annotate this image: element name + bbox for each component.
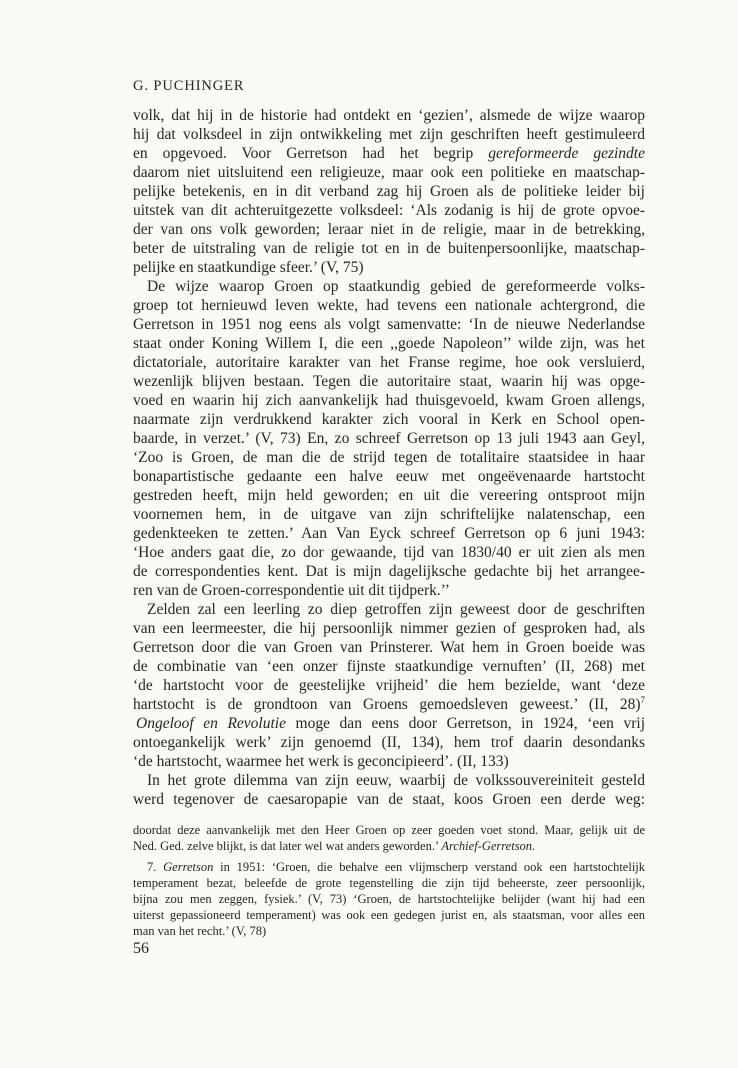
text-line: de combinatie van ‘een onzer fijnste staatkundige vernuften’ (II, 268) met xyxy=(133,658,645,675)
text-line: ‘de hartstocht, waarmee het werk is geconcipieerd’. (II, 133) xyxy=(133,753,509,770)
text-line: gedenkteeken te zetten.’ Aan Van Eyck schreef Gerretson op 6 juni 1943: xyxy=(133,525,645,542)
text-line xyxy=(133,714,645,733)
text-span: moge dan eens door Gerretson, in 1924, ‘een vrij xyxy=(285,715,645,732)
text-line: groep tot hernieuwd leven wekte, had tevens een nationale achtergrond, die xyxy=(133,297,645,314)
text-line xyxy=(133,695,645,714)
footnote-line: bijna zou men zeggen, fysiek.’ (V, 73) ‘Groen, de hartstochtelijke belijder (want hij had een xyxy=(133,892,645,906)
text-line: pelijke en staatkundige sfeer.’ (V, 75) xyxy=(133,259,364,276)
text-line: ‘Zoo is Groen, de man die de strijd tegen de totalitaire staatsidee in haar xyxy=(133,449,645,466)
text-line: De wijze waarop Groen op staatkundig gebied de gereformeerde volks- xyxy=(147,278,645,295)
text-line: voornemen hem, in de uitgave van zijn schriftelijke nalatenschap, een xyxy=(133,506,645,523)
footnote-line xyxy=(133,838,645,854)
main-text xyxy=(133,106,645,809)
text-span: hartstocht is de grondtoon van Groens gemoedsleven geweest.’ (II, 28) xyxy=(133,696,641,713)
text-line: de correspondenties kent. Dat is mijn dagelijksche gedachte bij het arrangee- xyxy=(133,563,645,580)
text-line: bonapartistische gedaante een halve eeuw met ongeëvenaarde hartstocht xyxy=(133,468,645,485)
text-line: In het grote dilemma van zijn eeuw, waarbij de volkssouvereiniteit gesteld xyxy=(147,772,645,789)
running-head: G. PUCHINGER xyxy=(133,78,245,94)
text-line: baarde, in verzet.’ (V, 73) En, zo schreef Gerretson op 13 juli 1943 aan Geyl, xyxy=(133,430,645,447)
text-span: in 1951: ‘Groen, die behalve een vlijmscherp verstand ook een hartstochtelijk xyxy=(213,860,646,874)
text-line: daarom niet uitsluitend een religieuze, maar ook een politieke en maatschap- xyxy=(133,164,645,181)
text-span: Ned. Ged. zelve blijkt, is dat later wel wat anders geworden.’ xyxy=(133,839,442,853)
text-span: en opgevoed. Voor Gerretson had het begrip xyxy=(133,145,489,162)
text-line: der van ons volk geworden; leraar niet in de religie, maar in de betrekking, xyxy=(133,221,645,238)
footnote-line: doordat deze aanvankelijk met den Heer Groen op zeer goeden voet stond. Maar, gelijk uit de xyxy=(133,823,645,837)
text-line: Zelden zal een leerling zo diep getroffen zijn geweest door de geschriften xyxy=(147,601,645,618)
text-line: naarmate zijn verdrukkend karakter zich vooral in Kerk en School open- xyxy=(133,411,645,428)
footnote-line: temperament bezat, beleefde de grote tegenstelling die zijn tijd beheerste, zeer persoonlijk, xyxy=(133,876,645,890)
text-line: Gerretson door die van Groen van Prinsterer. Wat hem in Groen boeide was xyxy=(133,639,645,656)
italic-term: gereformeerde gezindte xyxy=(488,145,645,162)
text-line: dictatoriale, autoritaire karakter van het Franse regime, hoe ook versluierd, xyxy=(133,354,645,371)
text-line: ren van de Groen-correspondentie uit dit tijdperk.’’ xyxy=(133,582,450,599)
text-line: ontoegankelijk werk’ zijn genoemd (II, 134), hem trof daarin desondanks xyxy=(133,734,645,751)
italic-name: Gerretson xyxy=(163,860,214,874)
footnote-line: uiterst gepassioneerd temperament) was ook een gedegen jurist en, als staatsman, voor alles een xyxy=(133,908,645,922)
text-line: ‘de hartstocht voor de geestelijke vrijheid’ die hem bezielde, want ‘deze xyxy=(133,677,645,694)
footnote-marker: 7 xyxy=(640,694,645,705)
text-line: volk, dat hij in de historie had ontdekt en ‘gezien’, alsmede de wijze waarop xyxy=(133,107,645,124)
text-line: voed en waarin hij zich aanvankelijk had thuisgevoeld, kwam Groen allengs, xyxy=(133,392,645,409)
page-number: 56 xyxy=(133,940,149,957)
text-line: werd tegenover de caesaropapie van de staat, koos Groen een derde weg: xyxy=(133,791,645,808)
text-line: pelijke betekenis, en in dit verband zag hij Groen als de politieke leider bij xyxy=(133,183,645,200)
text-line xyxy=(133,144,645,163)
text-line: hij dat volksdeel in zijn ontwikkeling met zijn geschriften heeft gestimuleerd xyxy=(133,126,645,143)
footnotes xyxy=(133,822,645,939)
footnote-line: man van het recht.’ (V, 78) xyxy=(133,924,267,938)
footnote-line xyxy=(133,859,645,875)
italic-source: Archief-Gerretson. xyxy=(441,839,536,853)
text-line: van een leermeester, die hij persoonlijk nimmer gezien of gesproken had, als xyxy=(133,620,645,637)
text-line: uitstek van dit achteruitgezette volksdeel: ‘Als zodanig is hij de grote opvoe- xyxy=(133,202,645,219)
footnote-number: 7. xyxy=(147,860,164,874)
text-line: Gerretson in 1951 nog eens als volgt samenvatte: ‘In de nieuwe Nederlandse xyxy=(133,316,645,333)
italic-title: Ongeloof en Revolutie xyxy=(136,715,286,732)
text-line: beter de uitstraling van de religie tot en in de buitenpersoonlijke, maatschap- xyxy=(133,240,645,257)
text-line: staat onder Koning Willem I, die een ,,goede Napoleon’’ wilde zijn, was het xyxy=(133,335,645,352)
text-line: ‘Hoe anders gaat die, zo dor gewaande, tijd van 1830/40 er uit zien als men xyxy=(133,544,645,561)
text-line: wezenlijk blijven bestaan. Tegen die autoritaire staat, waarin hij was opge- xyxy=(133,373,645,390)
text-line: gestreden heeft, mijn held geworden; en uit die vereering ontsproot mijn xyxy=(133,487,645,504)
